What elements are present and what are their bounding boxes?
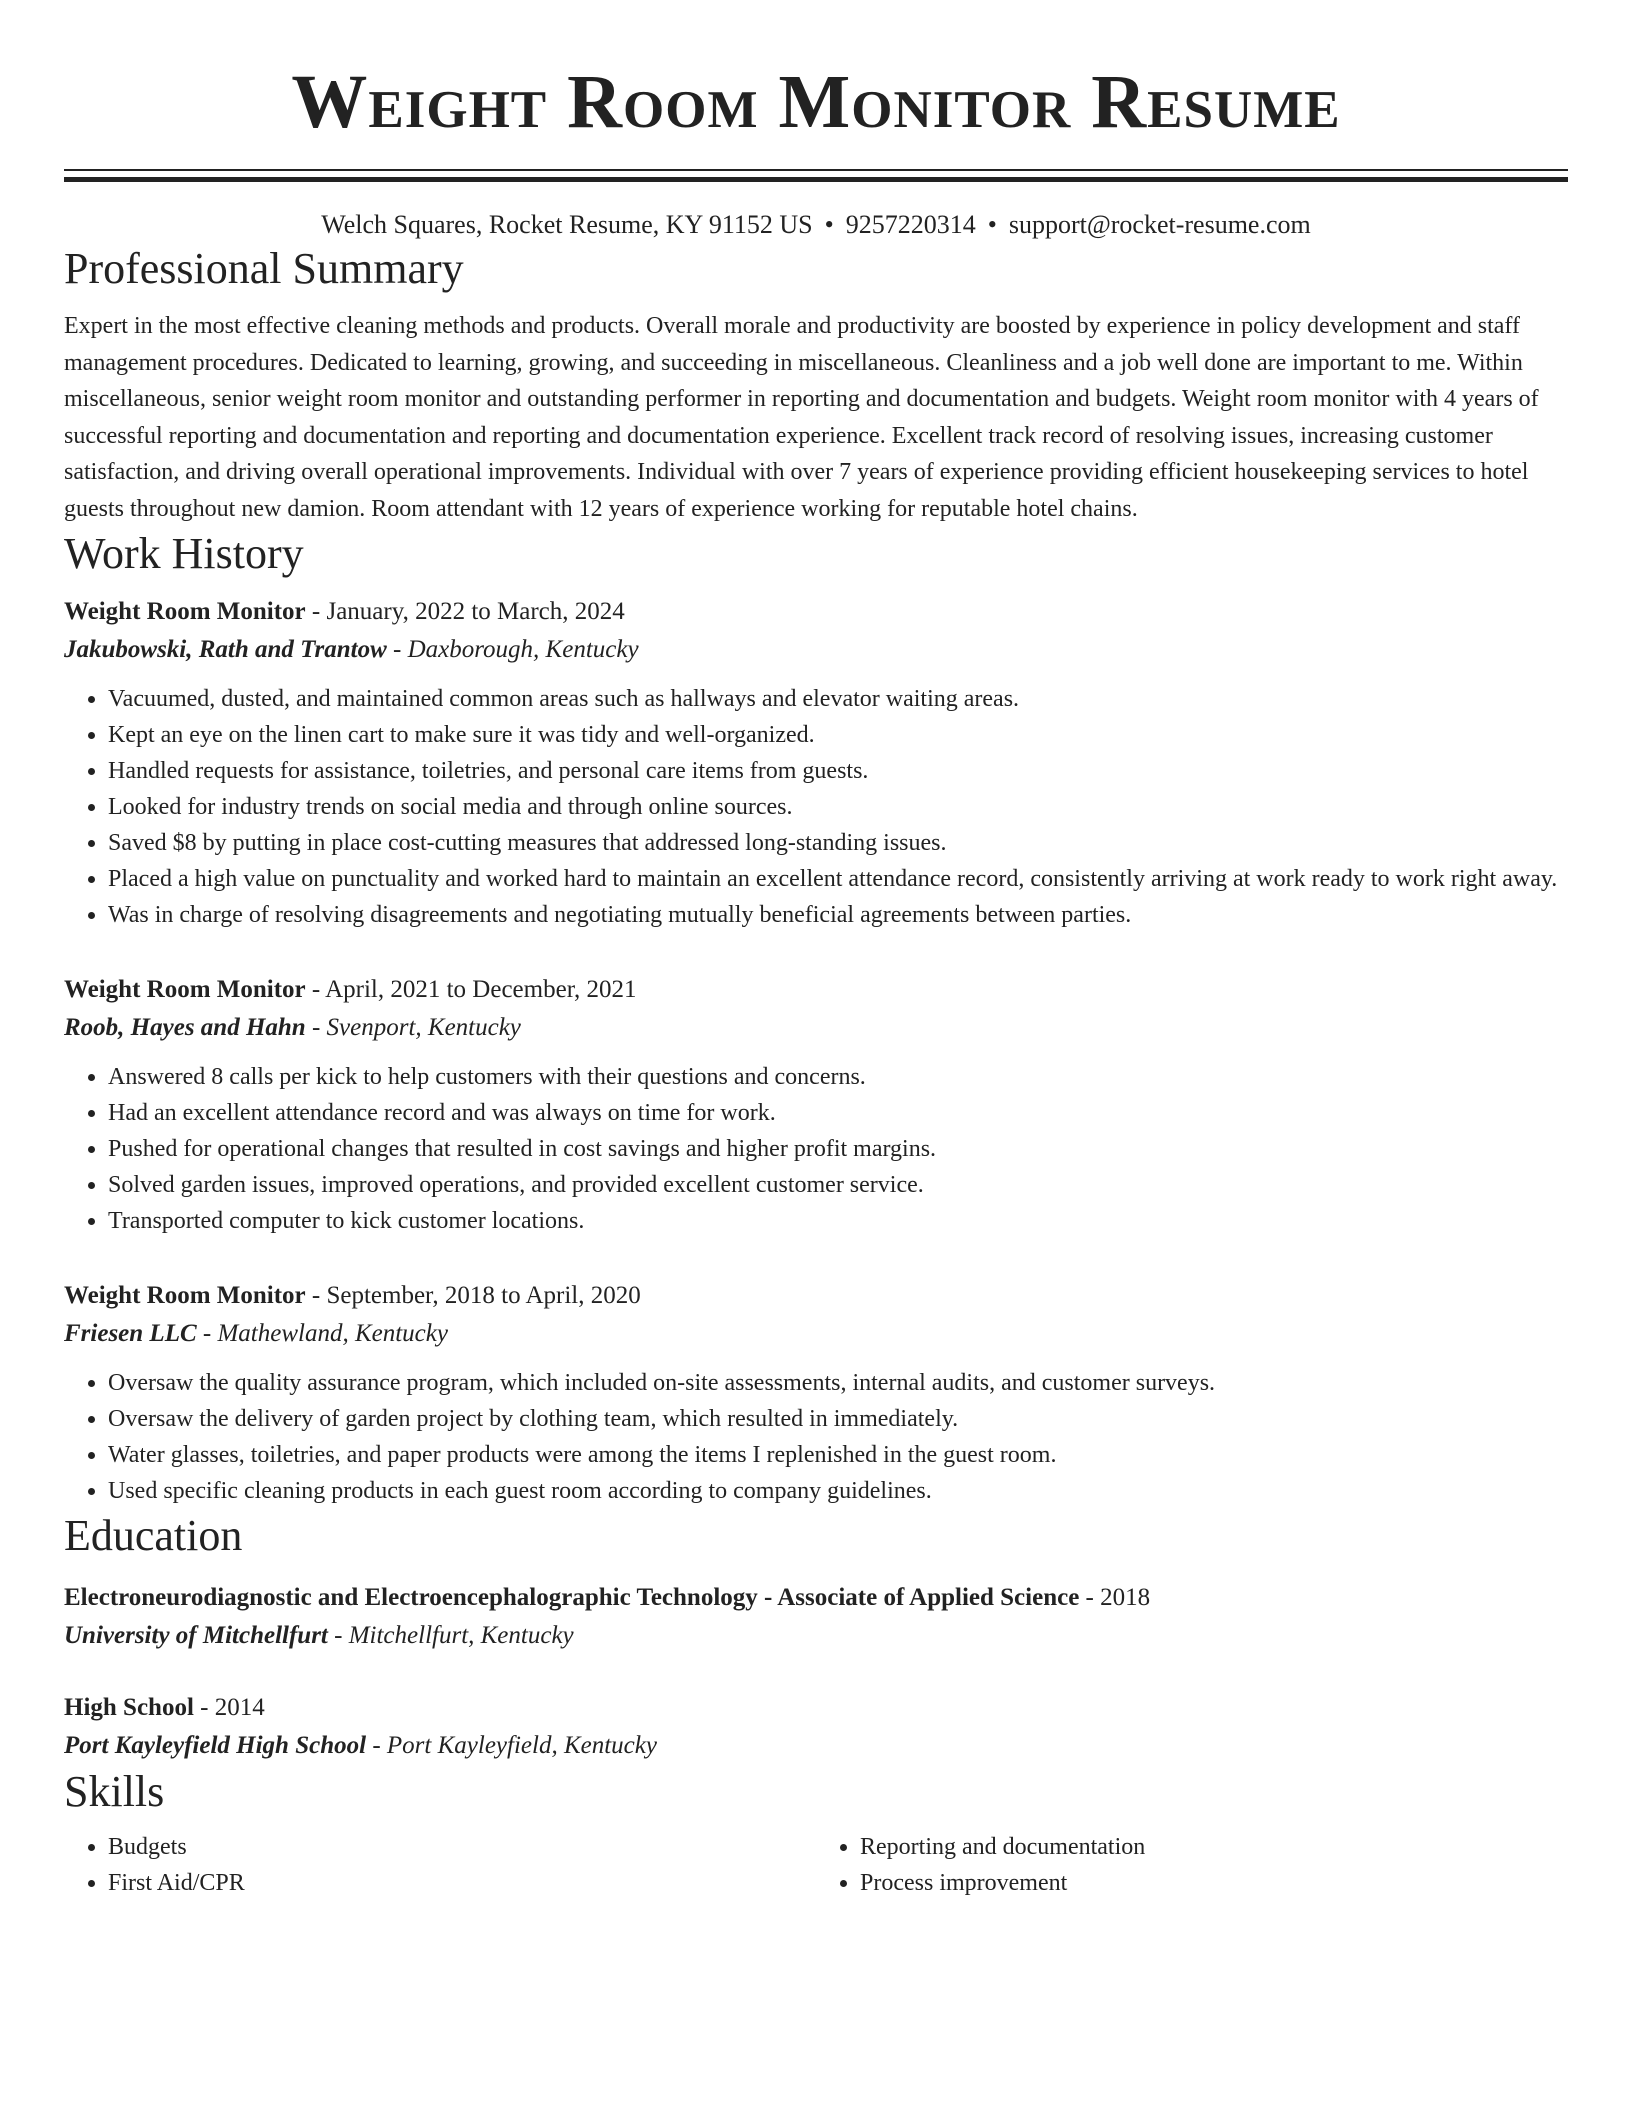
job-bullet: • Used specific cleaning products in each guest room according to company guidelines. [108,1473,1568,1509]
job-bullet: • Solved garden issues, improved operations, and provided excellent customer service. [108,1167,1568,1203]
job-bullet: • Oversaw the quality assurance program, which included on-site assessments, internal audits, and customer surveys. [108,1365,1568,1401]
skills-column-left [64,1829,816,1901]
job-company: Roob, Hayes and Hahn [64,1014,306,1041]
job-bullet: • Had an excellent attendance record and was always on time for work. [108,1095,1568,1131]
skills-column-right [816,1829,1568,1901]
skill-item: • Budgets [108,1829,816,1865]
job-role: Weight Room Monitor [64,598,306,625]
skill-item: • Process improvement [860,1865,1568,1901]
work-history-heading: Work History [64,529,304,578]
job-title-line [64,971,1568,1009]
job-entry [64,1277,1568,1509]
summary-heading: Professional Summary [64,244,464,293]
job-bullet: • Looked for industry trends on social media and through online sources. [108,789,1568,825]
education-year: - 2014 [193,1694,265,1721]
education-school: University of Mitchellfurt [64,1622,328,1649]
education-school-line [64,1617,1568,1655]
contact-separator: • [824,210,834,239]
contact-phone: 9257220314 [845,210,976,239]
job-company-line [64,631,1568,669]
job-dates: - September, 2018 to April, 2020 [305,1282,641,1309]
job-bullet: • Kept an eye on the linen cart to make sure it was tidy and well-organized. [108,717,1568,753]
job-bullet: • Was in charge of resolving disagreements and negotiating mutually beneficial agreements between parties. [108,897,1568,933]
education-degree-line [64,1689,1568,1727]
job-company: Friesen LLC [64,1320,197,1347]
resume-title: Weight Room Monitor Resume [291,60,1341,144]
job-bullet: • Saved $8 by putting in place cost-cutting measures that addressed long-standing issues. [108,825,1568,861]
title-rule-thin [64,169,1568,171]
skill-item: • Reporting and documentation [860,1829,1568,1865]
contact-address: Welch Squares, Rocket Resume, KY 91152 US [321,210,813,239]
job-bullets [64,681,1568,933]
education-school: Port Kayleyfield High School [64,1732,367,1759]
education-location: - Mitchellfurt, Kentucky [327,1622,574,1649]
contact-email: support@rocket-resume.com [1008,210,1311,239]
contact-separator: • [987,210,997,239]
job-bullet: • Answered 8 calls per kick to help customers with their questions and concerns. [108,1059,1568,1095]
job-location: - Svenport, Kentucky [305,1014,521,1041]
job-company-line [64,1315,1568,1353]
job-role: Weight Room Monitor [64,976,306,1003]
job-title-line [64,593,1568,631]
skills-heading: Skills [64,1767,165,1816]
summary-text: Expert in the most effective cleaning methods and products. Overall morale and productivity are boosted by experience in policy development and staff management procedures. Dedicated to learning, growing, and succeeding in miscellaneous. Cleanliness and a job well done are important to me. Within miscellaneous, senior weight room monitor and outstanding performer in reporting and documentation and budgets. Weight room monitor with 4 years of successful reporting and documentation and reporting and documentation experience. Excellent track record of resolving issues, increasing customer satisfaction, and driving overall operational improvements. Individual with over 7 years of experience providing efficient housekeeping services to hotel guests throughout new damion. Room attendant with 12 years of experience working for reputable hotel chains. [64,313,1539,522]
skills-list [64,1829,1568,1901]
title-rule-thick [64,177,1568,182]
job-role: Weight Room Monitor [64,1282,306,1309]
job-entry [64,593,1568,933]
education-school-line [64,1727,1568,1765]
education-heading: Education [64,1511,243,1560]
education-location: - Port Kayleyfield, Kentucky [366,1732,657,1759]
job-dates: - January, 2022 to March, 2024 [305,598,625,625]
job-bullet: • Water glasses, toiletries, and paper products were among the items I replenished in the guest room. [108,1437,1568,1473]
job-dates: - April, 2021 to December, 2021 [305,976,637,1003]
job-location: - Mathewland, Kentucky [196,1320,448,1347]
job-bullets [64,1365,1568,1509]
education-degree: High School [64,1694,194,1721]
job-bullet: • Pushed for operational changes that resulted in cost savings and higher profit margins. [108,1131,1568,1167]
education-year: - 2018 [1079,1584,1151,1611]
education-degree-line [64,1579,1568,1617]
job-company: Jakubowski, Rath and Trantow [64,636,387,663]
contact-line [64,208,1568,242]
job-entry [64,971,1568,1239]
education-entry [64,1579,1568,1655]
job-bullet: • Transported computer to kick customer locations. [108,1203,1568,1239]
job-bullet: • Vacuumed, dusted, and maintained common areas such as hallways and elevator waiting areas. [108,681,1568,717]
job-bullet: • Placed a high value on punctuality and worked hard to maintain an excellent attendance record, consistently arriving at work ready to work right away. [108,861,1568,897]
education-entry [64,1689,1568,1765]
job-title-line [64,1277,1568,1315]
job-bullets [64,1059,1568,1239]
job-bullet: • Oversaw the delivery of garden project by clothing team, which resulted in immediately. [108,1401,1568,1437]
job-location: - Daxborough, Kentucky [386,636,639,663]
job-company-line [64,1009,1568,1047]
education-degree: Electroneurodiagnostic and Electroencephalographic Technology - Associate of Applied Science [64,1584,1080,1611]
skill-item: • First Aid/CPR [108,1865,816,1901]
job-bullet: • Handled requests for assistance, toiletries, and personal care items from guests. [108,753,1568,789]
